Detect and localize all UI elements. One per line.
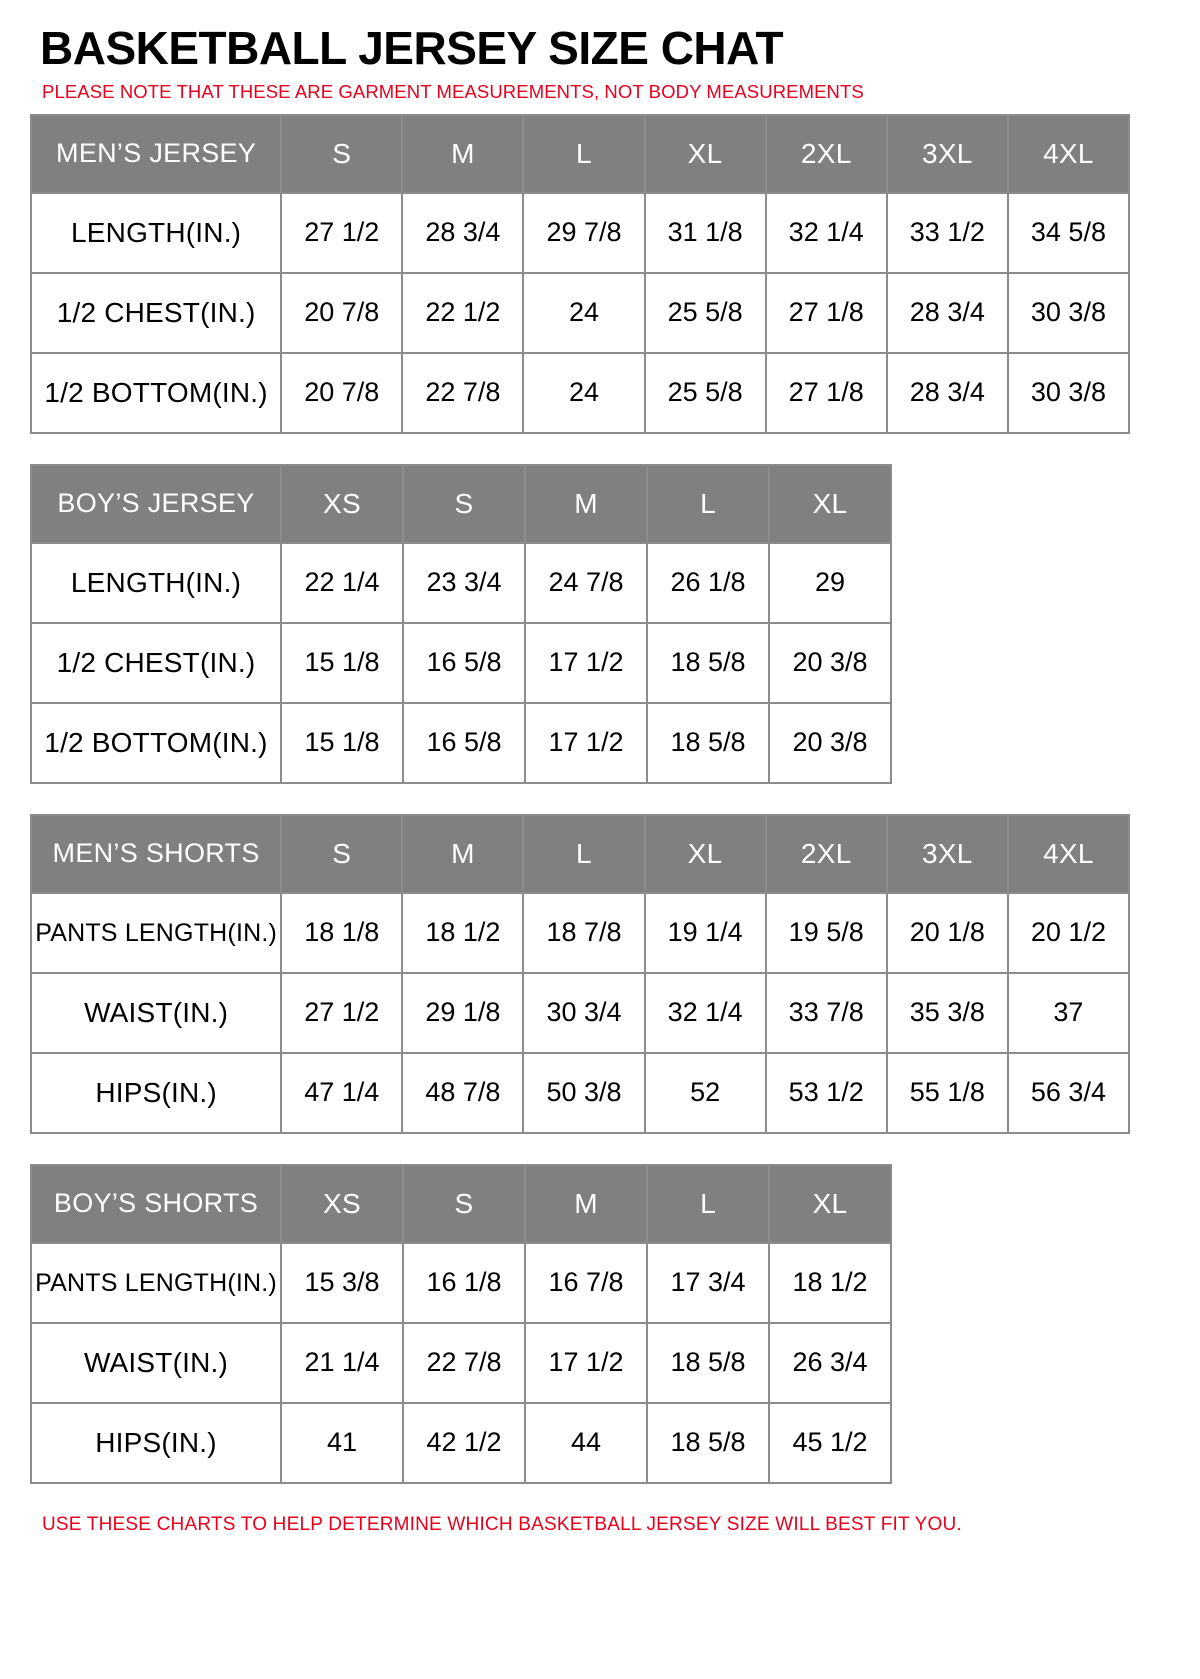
measurement-value: 18 1/2	[402, 893, 523, 973]
table-header-row	[31, 465, 891, 543]
table-row	[31, 353, 1129, 433]
size-column-header: XL	[769, 465, 891, 543]
measurement-value: 33 1/2	[887, 193, 1008, 273]
measurement-value: 27 1/2	[281, 193, 402, 273]
table-row	[31, 193, 1129, 273]
size-column-header: 2XL	[766, 115, 887, 193]
measurement-value: 17 1/2	[525, 623, 647, 703]
measurement-label: 1/2 BOTTOM(IN.)	[31, 353, 281, 433]
size-column-header: XL	[645, 815, 766, 893]
footer-note: USE THESE CHARTS TO HELP DETERMINE WHICH BASKETBALL JERSEY SIZE WILL BEST FIT YOU.	[42, 1513, 962, 1535]
measurement-label: LENGTH(IN.)	[31, 543, 281, 623]
measurement-value: 45 1/2	[769, 1403, 891, 1483]
size-column-header: L	[647, 1165, 769, 1243]
size-column-header: 3XL	[887, 815, 1008, 893]
measurement-value: 30 3/8	[1008, 273, 1129, 353]
measurement-value: 41	[281, 1403, 403, 1483]
measurement-value: 24	[523, 353, 644, 433]
table-row	[31, 1403, 891, 1483]
table-row	[31, 973, 1129, 1053]
measurement-label: WAIST(IN.)	[31, 973, 281, 1053]
measurement-value: 28 3/4	[402, 193, 523, 273]
table-row	[31, 1053, 1129, 1133]
table-corner-label: MEN’S SHORTS	[31, 815, 281, 893]
measurement-value: 15 1/8	[281, 623, 403, 703]
measurement-value: 42 1/2	[403, 1403, 525, 1483]
table-header-row	[31, 115, 1129, 193]
size-table-mens-shorts	[30, 814, 1130, 1134]
measurement-label: WAIST(IN.)	[31, 1323, 281, 1403]
measurement-label: 1/2 CHEST(IN.)	[31, 623, 281, 703]
size-column-header: L	[523, 815, 644, 893]
measurement-value: 28 3/4	[887, 353, 1008, 433]
table-row	[31, 1243, 891, 1323]
size-column-header: M	[402, 115, 523, 193]
size-column-header: XS	[281, 465, 403, 543]
table-row	[31, 273, 1129, 353]
measurement-value: 20 1/2	[1008, 893, 1129, 973]
measurement-value: 22 7/8	[403, 1323, 525, 1403]
measurement-value: 15 3/8	[281, 1243, 403, 1323]
measurement-value: 22 1/4	[281, 543, 403, 623]
measurement-value: 52	[645, 1053, 766, 1133]
size-column-header: 3XL	[887, 115, 1008, 193]
measurement-value: 22 1/2	[402, 273, 523, 353]
measurement-value: 19 1/4	[645, 893, 766, 973]
measurement-value: 23 3/4	[403, 543, 525, 623]
measurement-value: 48 7/8	[402, 1053, 523, 1133]
measurement-value: 27 1/8	[766, 273, 887, 353]
measurement-value: 15 1/8	[281, 703, 403, 783]
table-row	[31, 543, 891, 623]
size-column-header: S	[403, 465, 525, 543]
table-corner-label: BOY’S SHORTS	[31, 1165, 281, 1243]
measurement-value: 32 1/4	[766, 193, 887, 273]
measurement-value: 27 1/2	[281, 973, 402, 1053]
measurement-value: 20 3/8	[769, 703, 891, 783]
size-column-header: S	[281, 815, 402, 893]
measurement-label: LENGTH(IN.)	[31, 193, 281, 273]
size-tables-container	[30, 114, 1170, 1484]
size-column-header: S	[403, 1165, 525, 1243]
measurement-label: 1/2 BOTTOM(IN.)	[31, 703, 281, 783]
table-row	[31, 623, 891, 703]
measurement-value: 29	[769, 543, 891, 623]
measurement-value: 18 5/8	[647, 1323, 769, 1403]
measurement-label: PANTS LENGTH(IN.)	[31, 893, 281, 973]
measurement-value: 26 1/8	[647, 543, 769, 623]
measurement-value: 18 1/2	[769, 1243, 891, 1323]
measurement-value: 16 5/8	[403, 703, 525, 783]
measurement-label: PANTS LENGTH(IN.)	[31, 1243, 281, 1323]
measurement-value: 19 5/8	[766, 893, 887, 973]
size-column-header: XS	[281, 1165, 403, 1243]
table-corner-label: MEN’S JERSEY	[31, 115, 281, 193]
size-column-header: M	[402, 815, 523, 893]
measurement-value: 37	[1008, 973, 1129, 1053]
measurement-value: 33 7/8	[766, 973, 887, 1053]
measurement-value: 56 3/4	[1008, 1053, 1129, 1133]
size-column-header: M	[525, 465, 647, 543]
measurement-value: 16 7/8	[525, 1243, 647, 1323]
measurement-value: 30 3/8	[1008, 353, 1129, 433]
size-column-header: L	[523, 115, 644, 193]
measurement-value: 34 5/8	[1008, 193, 1129, 273]
measurement-value: 29 1/8	[402, 973, 523, 1053]
measurement-label: HIPS(IN.)	[31, 1053, 281, 1133]
measurement-value: 18 5/8	[647, 703, 769, 783]
measurement-value: 20 3/8	[769, 623, 891, 703]
measurement-value: 27 1/8	[766, 353, 887, 433]
table-row	[31, 893, 1129, 973]
page-title: BASKETBALL JERSEY SIZE CHAT	[40, 22, 784, 74]
measurement-value: 55 1/8	[887, 1053, 1008, 1133]
measurement-value: 25 5/8	[645, 273, 766, 353]
measurement-value: 32 1/4	[645, 973, 766, 1053]
measurement-value: 28 3/4	[887, 273, 1008, 353]
measurement-value: 24 7/8	[525, 543, 647, 623]
measurement-value: 18 5/8	[647, 623, 769, 703]
size-table-boys-jersey	[30, 464, 892, 784]
measurement-value: 16 5/8	[403, 623, 525, 703]
measurement-value: 31 1/8	[645, 193, 766, 273]
table-row	[31, 703, 891, 783]
measurement-label: 1/2 CHEST(IN.)	[31, 273, 281, 353]
size-table-boys-shorts	[30, 1164, 892, 1484]
measurement-label: HIPS(IN.)	[31, 1403, 281, 1483]
measurement-value: 17 1/2	[525, 1323, 647, 1403]
measurement-value: 18 5/8	[647, 1403, 769, 1483]
measurement-value: 16 1/8	[403, 1243, 525, 1323]
measurement-value: 18 1/8	[281, 893, 402, 973]
measurement-value: 29 7/8	[523, 193, 644, 273]
measurement-value: 47 1/4	[281, 1053, 402, 1133]
measurement-value: 35 3/8	[887, 973, 1008, 1053]
table-corner-label: BOY’S JERSEY	[31, 465, 281, 543]
size-column-header: XL	[769, 1165, 891, 1243]
measurement-value: 25 5/8	[645, 353, 766, 433]
size-column-header: 4XL	[1008, 115, 1129, 193]
measurement-value: 21 1/4	[281, 1323, 403, 1403]
size-column-header: XL	[645, 115, 766, 193]
measurement-value: 22 7/8	[402, 353, 523, 433]
size-table-mens-jersey	[30, 114, 1130, 434]
measurement-value: 53 1/2	[766, 1053, 887, 1133]
table-header-row	[31, 815, 1129, 893]
table-row	[31, 1323, 891, 1403]
size-column-header: S	[281, 115, 402, 193]
table-header-row	[31, 1165, 891, 1243]
measurement-value: 26 3/4	[769, 1323, 891, 1403]
measurement-value: 20 1/8	[887, 893, 1008, 973]
measurement-value: 44	[525, 1403, 647, 1483]
size-column-header: 4XL	[1008, 815, 1129, 893]
measurement-value: 30 3/4	[523, 973, 644, 1053]
measurement-value: 20 7/8	[281, 353, 402, 433]
size-column-header: L	[647, 465, 769, 543]
measurement-value: 18 7/8	[523, 893, 644, 973]
size-column-header: M	[525, 1165, 647, 1243]
measurement-note: PLEASE NOTE THAT THESE ARE GARMENT MEASUREMENTS, NOT BODY MEASUREMENTS	[42, 80, 864, 102]
size-column-header: 2XL	[766, 815, 887, 893]
measurement-value: 17 1/2	[525, 703, 647, 783]
measurement-value: 50 3/8	[523, 1053, 644, 1133]
measurement-value: 24	[523, 273, 644, 353]
measurement-value: 20 7/8	[281, 273, 402, 353]
measurement-value: 17 3/4	[647, 1243, 769, 1323]
